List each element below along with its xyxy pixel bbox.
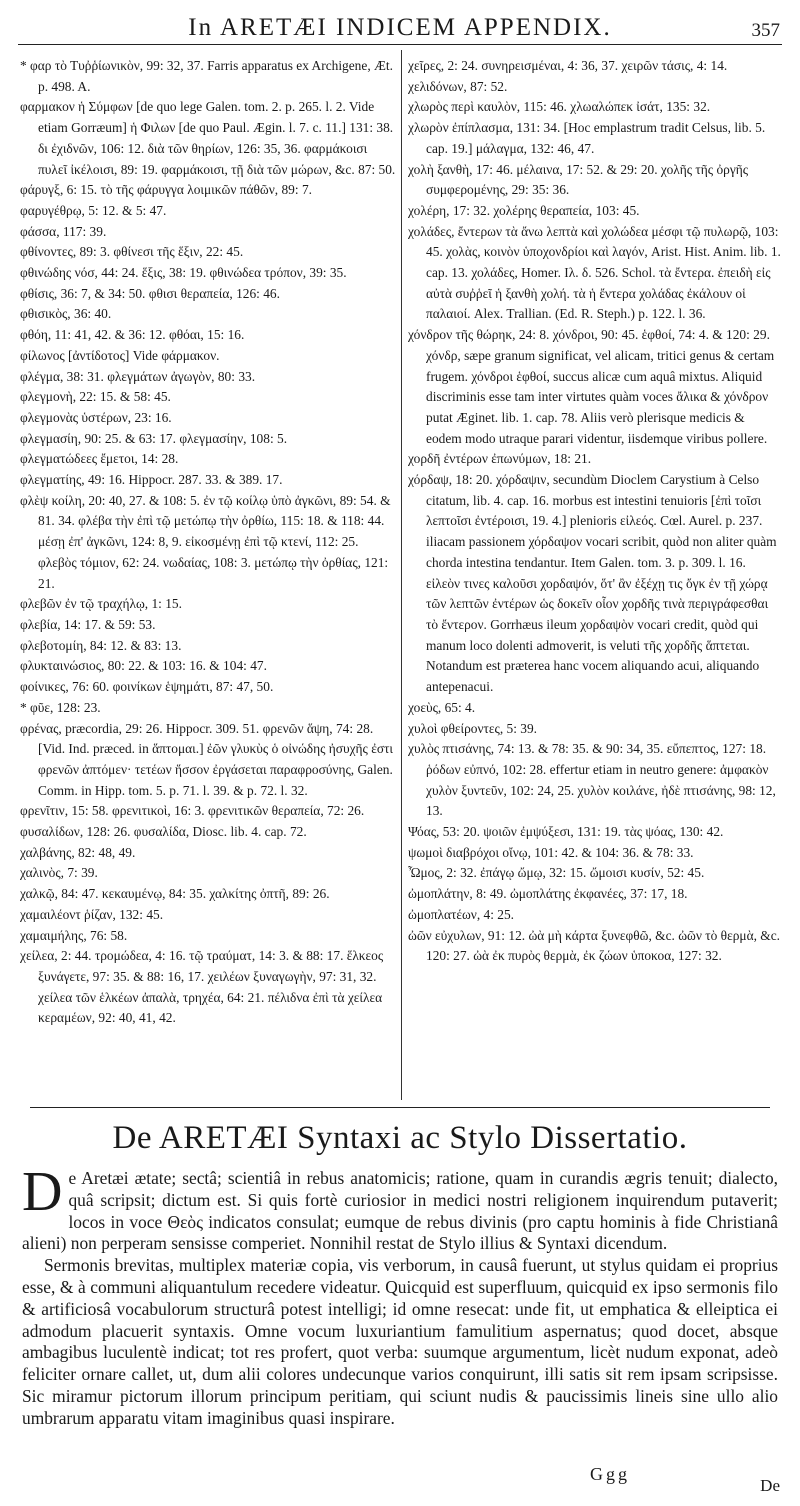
- index-entry: φλεγματώδεες ἔμετοι, 14: 28.: [20, 451, 179, 467]
- index-entry: φαρμακον ἡ Σύμφων [de quo lege Galen. tom. 2. p. 265. l. 2. Vide etiam Gorræum] ἡ Φιλων [de quo Paul. Ægin. l. 7. c. 11.] 131: 38. δι ἐχιδνῶν, 106: 12. διὰ τῶν θηρίων, 126: 35, 36. φαρμάκοισι πυλεῖ ἰκέλοισι, 89: 19. φαρμάκοισι, τῇ διὰ τῶν μώρων, &c. 87: 50.: [20, 99, 396, 177]
- index-entry: φθίνοντες, 89: 3. φθίνεσι τῆς ἕξιν, 22: 45.: [20, 244, 244, 260]
- index-entry: φθισικὸς, 36: 40.: [20, 306, 112, 322]
- index-column-right: [408, 56, 782, 1101]
- index-entry: φίλωνος [ἀντίδοτος] Vide φάρμακον.: [20, 347, 220, 363]
- index-entry: φλεβία, 14: 17. & 59: 53.: [20, 616, 156, 632]
- index-entry: φθινώδης νόσ, 44: 24. ἕξις, 38: 19. φθινώδεα τρόπον, 39: 35.: [20, 265, 347, 281]
- index-entry: χυλοὶ φθείροντες, 5: 39.: [408, 720, 538, 736]
- page-number: 357: [751, 20, 780, 41]
- index-entry: φλέγμα, 38: 31. φλεγμάτων ἀγωγὸν, 80: 33.: [20, 368, 256, 384]
- index-entry: ὠῶν εὐχυλων, 91: 12. ὠὰ μὴ κάρτα ξυνεφθῶ, &c. ὠῶν τὸ θερμὰ, &c. 120: 27. ὠὰ ἐκ πυρὸς θερμὰ, ἐκ ζώων ὑποκοα, 127: 32.: [408, 927, 780, 964]
- index-entry: χολὴ ξανθὴ, 17: 46. μέλαινα, 17: 52. & 29: 20. χολῆς τῆς ὀργῆς συμφερομένης, 29: 35: 36.: [408, 161, 749, 198]
- paragraph-text: e Aretæi ætate; sectâ; scientiâ in rebus anatomicis; ratione, quam in curandis ægris tenuit; dialecto, quâ scripsit; dictum est. Si quis fortè curiosior in medici nostri religionem inquirendum putaverit; locos in voce Θεὸς indicatos consulat; eumque de rebus divinis (pro captu hominis à fide Christianâ alieni) non perperam sensisse comperiet. Nonnihil restat de Stylo illius & Syntaxi dicendum.: [22, 1168, 778, 1254]
- index-column-left: [20, 56, 396, 1101]
- index-entry: ὠμοπλατέων, 4: 25.: [408, 906, 515, 922]
- index-entry: φλὲψ κοίλη, 20: 40, 27. & 108: 5. ἐν τῷ κοίλῳ ὑπὸ ἀγκῶνι, 89: 54. & 81. 34. φλέβα τὴν ἐπὶ τῷ μετώπῳ τὴν ὀρθίω, 115: 18. & 118: 44. μέσῃ ἐπ' ἀγκῶνι, 124: 8, 9. εἰκοσμένῃ ἐπὶ τῷ κτενί, 112: 25. φλεβὸς τόμιον, 62: 24. νωδαίας, 108: 3. μετώπῳ τὴν ὀρθίας, 121: 21.: [20, 492, 391, 591]
- section-rule: [30, 1107, 770, 1108]
- index-entry: χλωρὸν ἐπίπλασμα, 131: 34. [Hoc emplastrum tradit Celsus, lib. 5. cap. 19.] μάλαγμα, 132: 46, 47.: [408, 120, 766, 156]
- index-entry: ὠμοπλάτην, 8: 49. ὠμοπλάτης ἐκφανέες, 37: 17, 18.: [408, 886, 688, 902]
- dissertation-title: De ARETÆI Syntaxi ac Stylo Dissertatio.: [112, 1120, 688, 1156]
- index-entry: φρένας, præcordia, 29: 26. Hippocr. 309. 51. φρενῶν ἅψη, 74: 28. [Vid. Ind. præced. in ἅπτομαι.] ἐῶν γλυκὺς ὁ οἰνώδης ἠσυχῆς ἐστι φρενῶν ἀπτόμεν· τετέων ἥσσον ἐργάσεται παραφροσύνης, Galen. Comm. in Hipp. tom. 5. p. 71. l. 39. & p. 72. l. 32.: [20, 720, 394, 798]
- index-entry: χολέρη, 17: 32. χολέρης θεραπεία, 103: 45.: [408, 202, 640, 218]
- index-entry: φλεγμονὰς ὑστέρων, 23: 16.: [20, 409, 172, 425]
- index-entry: χαλκῷ, 84: 47. κεκαυμένῳ, 84: 35. χαλκίτης ὀπτῆ, 89: 26.: [20, 886, 330, 902]
- index-entry: φθόη, 11: 41, 42. & 36: 12. φθόαι, 15: 16.: [20, 327, 245, 343]
- index-entry: Ὦμος, 2: 32. ἐπάγῳ ὤμῳ, 32: 15. ὤμοισι κυσίν, 52: 45.: [408, 865, 705, 881]
- drop-cap: D: [22, 1161, 63, 1223]
- index-entry: χαλβάνης, 82: 48, 49.: [20, 844, 136, 860]
- index-entry: χαλινὸς, 7: 39.: [20, 865, 98, 881]
- index-entry: χολάδες, ἔντερων τὰ ἄνω λεπτὰ καὶ χολώδεα μέσφι τῷ πυλωρῷ, 103: 45. χολὰς, κοινὸν ὑποχονδρίοι καὶ λαγόν, Arist. Hist. Anim. lib. 1. cap. 13. χολάδες, Homer. Ιλ. δ. 526. Schol. τὰ ἔντερα. ἐπειδὴ εἰς αὐτὰ συῤῥεῖ ἡ ξανθὴ χολή. τὰ ἡ ἔντερα χολάδας ἐκάλουν οἱ παλαιοί. Alex. Trallian. (Ed. R. Steph.) p. 122. l. 36.: [408, 223, 781, 322]
- signature-mark: Ggg: [590, 1464, 630, 1484]
- header-rule: [18, 44, 782, 45]
- index-entry: χοεὺς, 65: 4.: [408, 699, 476, 715]
- index-entry: χελιδόνων, 87: 52.: [408, 78, 508, 94]
- index-entry: φλυκταινώσιος, 80: 22. & 103: 16. & 104: 47.: [20, 658, 267, 674]
- index-entry: φλεβοτομίη, 84: 12. & 83: 13.: [20, 637, 182, 653]
- index-entry: χλωρὸς περὶ καυλὸν, 115: 46. χλωαλώπεκ ἰσάτ, 135: 32.: [408, 99, 711, 115]
- index-entry: Ψόας, 53: 20. ψοιῶν ἐμψύξεσι, 131: 19. τὰς ψόας, 130: 42.: [408, 824, 724, 840]
- index-entry: φοίνικες, 76: 60. φοινίκων ἑψημάτι, 87: 47, 50.: [20, 679, 274, 695]
- index-entry: χορδῆ ἐντέρων ἐπωνύμων, 18: 21.: [408, 451, 592, 467]
- index-entry: ψωμοὶ διαβρόχοι οἴνῳ, 101: 42. & 104: 36. & 78: 33.: [408, 844, 694, 860]
- index-entry: χαμαιλέοντ ῥίζαν, 132: 45.: [20, 906, 164, 922]
- index-entry: * φῦε, 128: 23.: [20, 699, 101, 715]
- index-entry: φλεγμονὴ, 22: 15. & 58: 45.: [20, 389, 171, 405]
- index-entry: χείλεα, 2: 44. τρομώδεα, 4: 16. τῷ τραύματ, 14: 3. & 88: 17. ἕλκεος ξυνάγετε, 97: 35. & 88: 16, 17. χειλέων ξυναγωγὴν, 97: 31, 32. χείλεα τῶν ἑλκέων ἀπαλὰ, τρηχέα, 64: 21. πέλιδνα ἐπὶ τὰ χείλεα κεραμέων, 92: 40, 41, 42.: [20, 948, 384, 1026]
- index-entry: χεῖρες, 2: 24. συνηρεισμέναι, 4: 36, 37. χειρῶν τάσις, 4: 14.: [408, 58, 728, 73]
- index-entry: φυσαλίδων, 128: 26. φυσαλίδα, Diosc. lib. 4. cap. 72.: [20, 824, 307, 840]
- dissertation-body: [22, 1161, 778, 1430]
- index-entry: φλεβῶν ἐν τῷ τραχήλῳ, 1: 15.: [20, 596, 182, 612]
- index-entry: * φαρ τὸ Τυῤῥίωνικὸν, 99: 32, 37. Farris apparatus ex Archigene, Æt. p. 498. A.: [20, 58, 393, 94]
- index-entry: φρενῖτιν, 15: 58. φρενιτικοὶ, 16: 3. φρενιτικῶν θεραπεία, 72: 26.: [20, 803, 365, 819]
- catchword: De: [760, 1476, 780, 1495]
- index-entry: φάρυγξ, 6: 15. τὸ τῆς φάρυγγα λοιμικῶν πάθῶν, 89: 7.: [20, 182, 312, 198]
- column-divider: [401, 50, 402, 1100]
- index-entry: χαμαιμήλης, 76: 58.: [20, 927, 128, 943]
- index-entry: φαρυγέθρῳ, 5: 12. & 5: 47.: [20, 202, 167, 218]
- index-entry: χυλὸς πτισάνης, 74: 13. & 78: 35. & 90: 34, 35. εὔπεπτος, 127: 18. ῥόδων εὐπνό, 102: 28. effertur etiam in neutro genere: ἀμφακὸν χυλὸν ξυντεῦν, 102: 24, 25. χυλὸν κοιλάνε, ἠδὲ πτισάνης, 98: 12, 13.: [408, 741, 776, 819]
- index-entry: φθίσις, 36: 7, & 34: 50. φθισι θεραπεία, 126: 46.: [20, 285, 280, 301]
- index-entry: φάσσα, 117: 39.: [20, 223, 107, 239]
- dissertation-paragraph: [22, 1161, 778, 1255]
- index-entry: φλεγμασίη, 90: 25. & 63: 17. φλεγμασίην, 108: 5.: [20, 430, 288, 446]
- index-entry: φλεγματίης, 49: 16. Hippocr. 287. 33. & 389. 17.: [20, 472, 283, 488]
- dissertation-paragraph: Sermonis brevitas, multiplex materiæ copia, vis verborum, in causâ fuerunt, ut stylus quidam ei proprius esse, & à communi aliquantulum recedere videatur. Quicquid est superfluum, quicquid ex ipso sermonis filo & artificiosâ vocabulorum structurâ potest intelligi; id omne resecat: unde fit, ut emphatica & elleiptica ei admodum placuerit syntaxis. Omne vocum luxuriantium famulitium aspernatus; quod docet, absque ambagibus luculentè indicat; tot res profert, quot verba: suumque argumentum, licèt nudum exponat, adeò feliciter ornare callet, ut, dum alii colores undecunque varios conquirunt, illi satis sit rem ipsam scripsisse. Sic miramur pictorum illorum principum peritiam, qui sciunt nudis & paucissimis lineis sine ullo alio umbrarum apparatu vitam imaginibus quasi inspirare.: [22, 1255, 778, 1428]
- index-entry: χόρδαψ, 18: 20. χόρδαψιν, secundùm Dioclem Carystium à Celso citatum, lib. 4. cap. 16. morbus est intestini tenuioris [ἐπὶ τοῖσι λεπτοῖσι ἐντέροισι, 19. 4.] plenioris εἰλεός. Cœl. Aurel. p. 237. iliacam passionem χόρδαψον vocari scribit, quòd non aliter quàm chorda intestina tendantur. Item Galen. tom. 3. p. 309. l. 16. εἰλεὸν τινες καλοῦσι χορδαψόν, ὅτ' ἂν ἐξέχῃ τις ὄγκ ἐν τῇ χώρᾳ τῶν λεπτῶν ἐντέρων ὡς δοκεῖν οἷον χορδῆς τινὰ περιγράφεσθαι τὸ ἔντερον. Gorrhæus ileum χορδαψὸν vocari credit, quòd qui manum loco dolenti admoverit, is veluti τῆς χορδῆς ἅπτεται. Notandum est præterea hanc vocem aliquando acui, aliquando antepenacui.: [408, 472, 777, 695]
- index-entry: χόνδρον τῆς θώρηκ, 24: 8. χόνδροι, 90: 45. ἑφθοί, 74: 4. & 120: 29. χόνδρ, sæpe granum significat, vel alicam, tritici genus & certam frugem. χόνδροι ἑφθοί, succus alicæ cum aquâ mixtus. Aliquid discriminis esse tam inter virtutes quàm voces ἄλικα & χόνδρον putat Æginet. lib. 1. cap. 78. Aliis verò plerisque medicis & eodem modo utraque parari videntur, iisdemque viribus pollere.: [408, 327, 775, 446]
- page-header: [0, 14, 800, 48]
- running-title: In ARETÆI INDICEM APPENDIX.: [188, 14, 612, 41]
